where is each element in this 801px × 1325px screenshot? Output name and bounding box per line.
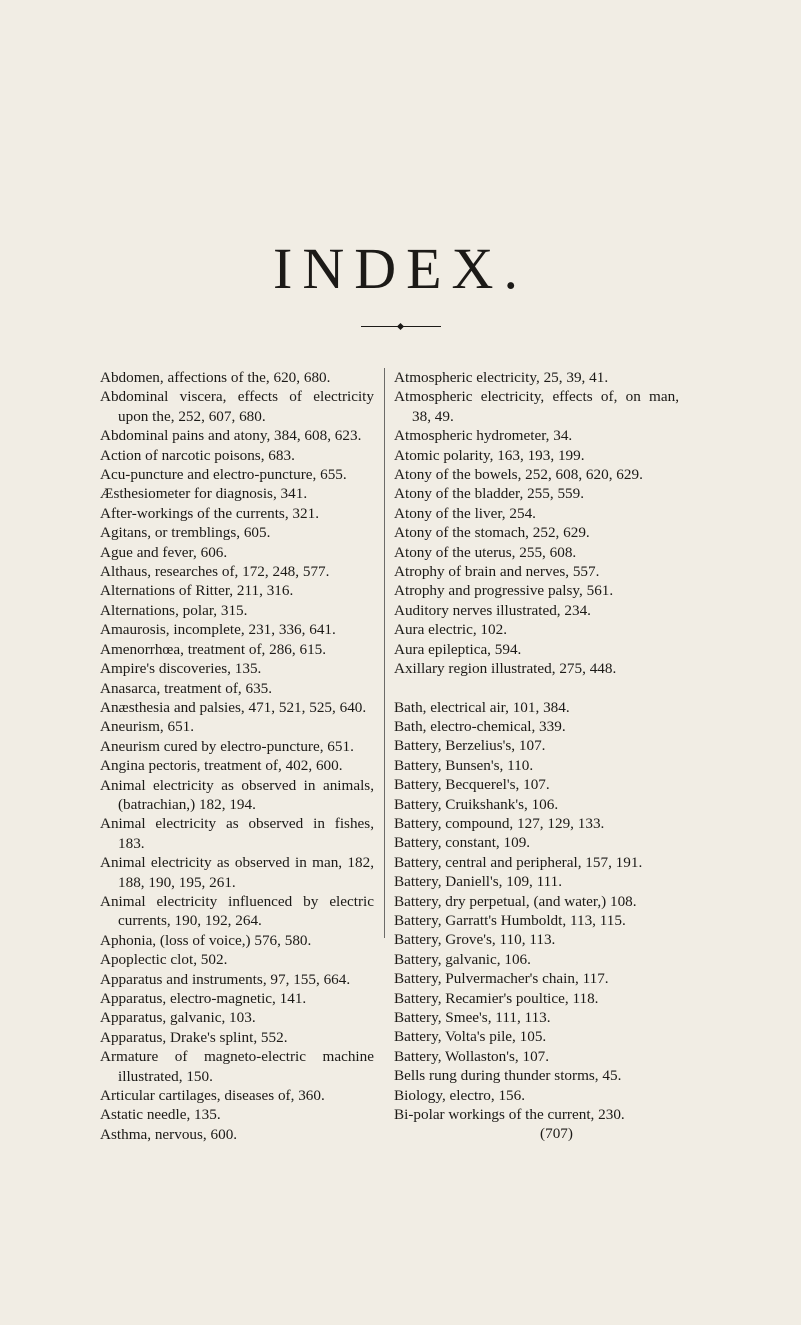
index-entry: Ague and fever, 606. [100,543,228,561]
index-entry: Amenorrhœa, treatment of, 286, 615. [100,640,327,658]
index-entry: Aphonia, (loss of voice,) 576, 580. [100,931,312,949]
index-entry: Atmospheric hydrometer, 34. [394,427,573,445]
index-entry: Atony of the bowels, 252, 608, 620, 629. [394,466,643,484]
index-entry: Apparatus, galvanic, 103. [100,1009,256,1027]
index-entry: Axillary region illustrated, 275, 448. [394,660,617,678]
index-entry: Aneurism cured by electro-puncture, 651. [100,737,354,755]
index-entry: Anæsthesia and palsies, 471, 521, 525, 640. [100,698,367,716]
index-entry: Abdominal viscera, effects of electricity upon the, 252, 607, 680. [100,388,374,425]
index-entry: Astatic needle, 135. [100,1106,221,1124]
index-entry: Armature of magneto-electric machine illustrated, 150. [100,1048,374,1085]
index-entry: Atony of the liver, 254. [394,504,536,522]
index-entry: Agitans, or tremblings, 605. [100,524,271,542]
index-entry: Apparatus, Drake's splint, 552. [100,1028,288,1046]
index-entry: Atmospheric electricity, 25, 39, 41. [394,369,609,386]
index-entry: Battery, central and peripheral, 157, 191. [394,853,643,871]
index-entry: Angina pectoris, treatment of, 402, 600. [100,757,343,775]
index-entry: Alternations of Ritter, 211, 316. [100,582,294,600]
title-ornament [361,325,441,328]
index-entry: Battery, Pulvermacher's chain, 117. [394,970,609,988]
index-entry: Battery, Wollaston's, 107. [394,1047,550,1065]
index-entry: Aneurism, 651. [100,718,195,736]
index-entry: Atony of the uterus, 255, 608. [394,543,577,561]
index-entry: Battery, Recamier's poultice, 118. [394,989,599,1007]
index-entry: Articular cartilages, diseases of, 360. [100,1087,325,1105]
index-entry: Asthma, nervous, 600. [100,1125,238,1143]
index-entry: Abdomen, affections of the, 620, 680. [100,369,331,386]
index-entry: Alternations, polar, 315. [100,601,248,619]
index-entry: Aura epileptica, 594. [394,640,522,658]
ornament-diamond [397,323,404,330]
index-entry: Battery, Becquerel's, 107. [394,776,550,794]
index-entry: Atony of the bladder, 255, 559. [394,485,585,503]
index-column-left [100,368,374,1144]
index-entry: Atomic polarity, 163, 193, 199. [394,446,585,464]
index-entry: Battery, constant, 109. [394,834,531,852]
section-gap [394,679,679,698]
index-entry: Abdominal pains and atony, 384, 608, 623. [100,427,362,445]
index-entry: Æsthesiometer for diagnosis, 341. [100,485,308,503]
index-entry: Atmospheric electricity, effects of, on man, 38, 49. [394,388,679,425]
index-entry: Action of narcotic poisons, 683. [100,446,295,464]
index-entry: Battery, Bunsen's, 110. [394,756,534,774]
index-entry: Battery, Cruikshank's, 106. [394,795,559,813]
index-entry: Apparatus and instruments, 97, 155, 664. [100,970,351,988]
page-title: INDEX. [273,236,528,301]
index-entry: Anasarca, treatment of, 635. [100,679,273,697]
index-entry: Bi-polar workings of the current, 230. [394,1106,625,1124]
index-entry: Animal electricity influenced by electric currents, 190, 192, 264. [100,892,374,930]
index-entry: Animal electricity as observed in man, 182, 188, 190, 195, 261. [100,854,374,891]
page-number: (707) [540,1125,573,1143]
index-entry: Battery, compound, 127, 129, 133. [394,814,605,832]
index-entry: Atrophy and progressive palsy, 561. [394,582,614,600]
index-entry: Acu-puncture and electro-puncture, 655. [100,466,347,484]
index-entry: Animal electricity as observed in fishes, 183. [100,815,374,852]
index-entry: Bells rung during thunder storms, 45. [394,1067,622,1085]
index-entry: Auditory nerves illustrated, 234. [394,601,591,619]
index-entry: Althaus, researches of, 172, 248, 577. [100,563,330,581]
index-entry: Bath, electro-chemical, 339. [394,717,566,735]
index-entry: Battery, Berzelius's, 107. [394,737,546,755]
index-entry: Apoplectic clot, 502. [100,951,228,969]
index-column-right [394,368,679,1144]
index-entry: Apparatus, electro-magnetic, 141. [100,990,307,1007]
index-entry: Battery, Grove's, 110, 113. [394,931,556,949]
index-entry: After-workings of the currents, 321. [100,504,320,522]
column-divider [384,368,385,938]
index-entry: Battery, Smee's, 111, 113. [394,1009,551,1026]
index-entry: Bath, electrical air, 101, 384. [394,698,570,716]
index-entry: Aura electric, 102. [394,621,508,639]
index-entry: Atony of the stomach, 252, 629. [394,524,590,542]
index-entry: Battery, dry perpetual, (and water,) 108. [394,892,637,910]
index-entry: Battery, galvanic, 106. [394,950,531,968]
index-entry: Battery, Garratt's Humboldt, 113, 115. [394,911,626,929]
index-entry: Battery, Volta's pile, 105. [394,1028,547,1046]
index-entry: Biology, electro, 156. [394,1086,526,1104]
index-entry: Ampire's discoveries, 135. [100,660,262,678]
index-entry: Atrophy of brain and nerves, 557. [394,563,600,581]
index-entry: Battery, Daniell's, 109, 111. [394,873,563,891]
index-entry: Amaurosis, incomplete, 231, 336, 641. [100,621,336,639]
index-entry: Animal electricity as observed in animals, (batrachian,) 182, 194. [100,776,374,813]
